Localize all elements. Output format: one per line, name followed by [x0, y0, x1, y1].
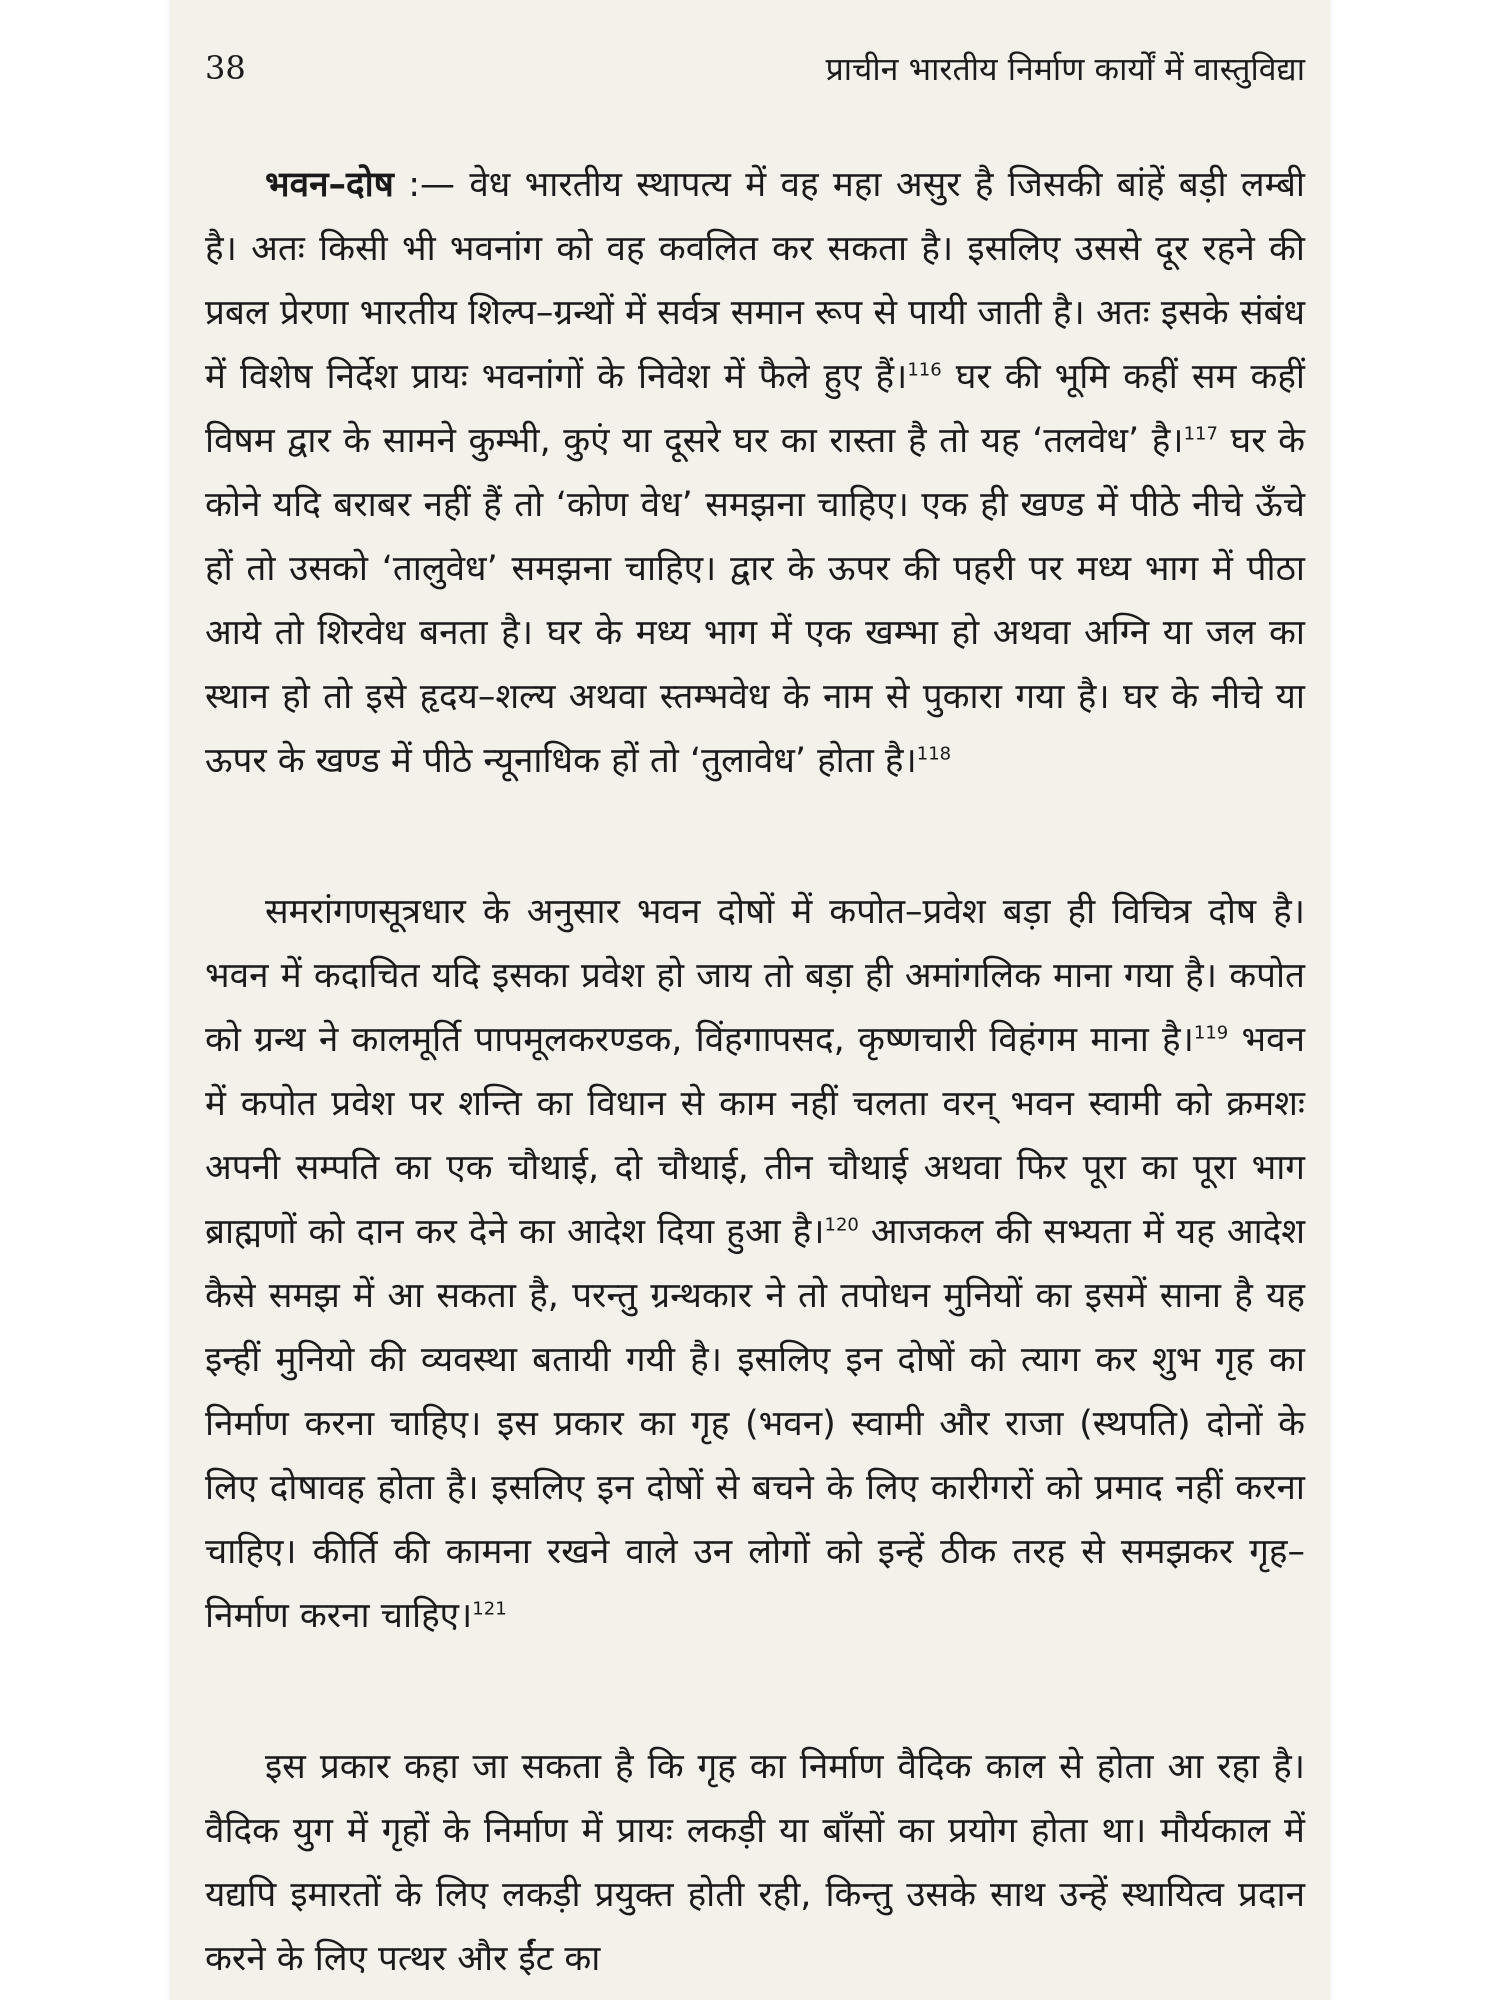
paragraph-conclusion	[205, 1735, 1305, 1991]
footnote-ref: 116	[907, 359, 942, 381]
footnote-ref: 118	[916, 743, 952, 765]
footnote-ref: 120	[824, 1214, 859, 1236]
paragraph-kapot-pravesh	[205, 880, 1305, 1648]
page-header	[205, 38, 1305, 98]
paragraph-text: भवन में कपोत प्रवेश पर शन्ति का विधान से काम नहीं चलता वरन् भवन स्वामी को क्रमशः अपनी सम्पति का एक चौथाई, दो चौथाई, तीन चौथाई अथवा फिर पूरा का पूरा भाग ब्राह्मणों को दान कर देने का आदेश दिया हुआ है।	[205, 1020, 1305, 1252]
footnote-ref: 119	[1193, 1022, 1229, 1044]
paragraph-bhavan-dosh	[205, 153, 1305, 793]
footnote-ref: 117	[1183, 423, 1218, 445]
paragraph-text: समरांगणसूत्रधार के अनुसार भवन दोषों में कपोत–प्रवेश बड़ा ही विचित्र दोष है। भवन में कदाचित यदि इसका प्रवेश हो जाय तो बड़ा ही अमांगलिक माना गया है। कपोत को ग्रन्थ ने कालमूर्ति पापमूलकरण्डक, विंहगापसद, कृष्णचारी विहंगम माना है।	[205, 892, 1306, 1060]
paragraph-text: घर के कोने यदि बराबर नहीं हैं तो ‘कोण वेध’ समझना चाहिए। एक ही खण्ड में पीठे नीचे ऊँचे हों तो उसको ‘तालुवेध’ समझना चाहिए। द्वार के ऊपर की पहरी पर मध्य भाग में पीठा आये तो शिरवेध बनता है। घर के मध्य भाग में एक खम्भा हो अथवा अग्नि या जल का स्थान हो तो इसे हृदय–शल्य अथवा स्तम्भवेध के नाम से पुकारा गया है। घर के नीचे या ऊपर के खण्ड में पीठे न्यूनाधिक हों तो ‘तुलावेध’ होता है।	[205, 421, 1306, 781]
page-number: 38	[205, 49, 246, 87]
paragraph-text: :— वेध भारतीय स्थापत्य में वह महा असुर है जिसकी बांहें बड़ी लम्बी है। अतः किसी भी भवनांग को वह कवलित कर सकता है। इसलिए उससे दूर रहने की प्रबल प्रेरणा भारतीय शिल्प–ग्रन्थों में सर्वत्र समान रूप से पायी जाती है। अतः इसके संबंध में विशेष निर्देश प्रायः भवनांगों के निवेश में फैले हुए हैं।	[205, 165, 1305, 397]
paragraph-text: आजकल की सभ्यता में यह आदेश कैसे समझ में आ सकता है, परन्तु ग्रन्थकार ने तो तपोधन मुनियों का इसमें साना है यह इन्हीं मुनियो की व्यवस्था बतायी गयी है। इसलिए इन दोषों को त्याग कर शुभ गृह का निर्माण करना चाहिए। इस प्रकार का गृह (भवन) स्वामी और राजा (स्थपति) दोनों के लिए दोषावह होता है। इसलिए इन दोषों से बचने के लिए कारीगरों को प्रमाद नहीं करना चाहिए। कीर्ति की कामना रखने वाले उन लोगों को इन्हें ठीक तरह से समझकर गृह–निर्माण करना चाहिए।	[205, 1212, 1305, 1636]
section-heading: भवन–दोष	[265, 165, 394, 205]
footnote-ref: 121	[472, 1598, 507, 1620]
paragraph-text: घर की भूमि कहीं सम कहीं विषम द्वार के सामने कुम्भी, कुएं या दूसरे घर का रास्ता है तो यह ‘तलवेध’ है।	[205, 357, 1305, 461]
paragraph-text: इस प्रकार कहा जा सकता है कि गृह का निर्माण वैदिक काल से होता आ रहा है। वैदिक युग में गृहों के निर्माण में प्रायः लकड़ी या बाँसों का प्रयोग होता था। मौर्यकाल में यद्यपि इमारतों के लिए लकड़ी प्रयुक्त होती रही, किन्तु उसके साथ उन्हें स्थायित्व प्रदान करने के लिए पत्थर और ईंट का	[205, 1747, 1305, 1979]
running-head: प्राचीन भारतीय निर्माण कार्यों में वास्तुविद्या	[825, 49, 1305, 88]
